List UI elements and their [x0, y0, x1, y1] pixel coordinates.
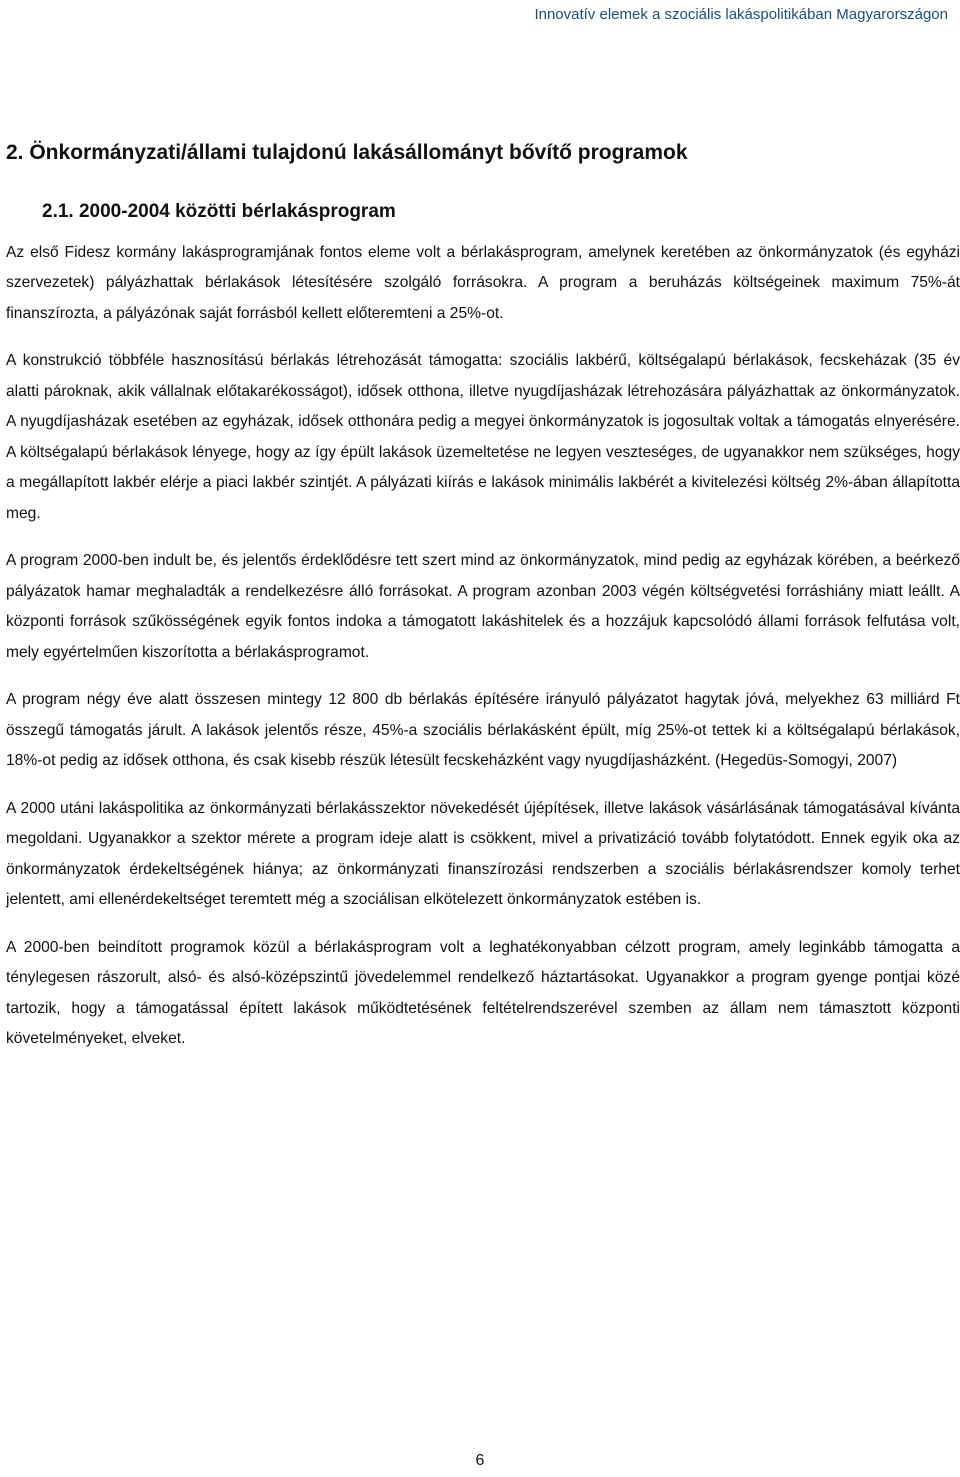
- subsection-heading: 2.1. 2000-2004 közötti bérlakásprogram: [42, 201, 396, 223]
- paragraph-6: A 2000-ben beindított programok közül a bérlakásprogram volt a leghatékonyabban célzott program, amely leginkább támogatta a ténylegesen rászorult, alsó- és alsó-középszintű jövedelemmel rendelkező háztartásokat. Ugyanakkor a program gyenge pontjai közé tartozik, hogy a támogatással épített lakások működtetésének feltételrendszerével szemben az állam nem támasztott központi követelményeket, elveket.: [6, 938, 960, 1048]
- running-header: Innovatív elemek a szociális lakáspolitikában Magyarországon: [534, 6, 948, 23]
- paragraph-1: Az első Fidesz kormány lakásprogramjának fontos eleme volt a bérlakásprogram, amelynek keretében az önkormányzatok (és egyházi szervezetek) pályázhattak bérlakások létesítésére szolgáló forrásokra. A program a beruházás költségeinek maximum 75%-át finanszírozta, a pályázónak saját forrásból kellett előteremteni a 25%-ot.: [6, 243, 960, 322]
- paragraph-2: A konstrukció többféle hasznosítású bérlakás létrehozását támogatta: szociális lakbérű, költségalapú bérlakások, fecskeházak (35 év alatti pároknak, akik vállalnak előtakarékosságot), idősek otthona, illetve nyugdíjasházak létrehozására pályázhattak az önkormányzatok. A nyugdíjasházak esetében az egyházak, idősek otthonára pedig a megyei önkormányzatok is jogosultak voltak a támogatás elnyerésére. A költségalapú bérlakások lényege, hogy az így épült lakások üzemeltetése ne legyen veszteséges, de ugyanakkor nem szükséges, hogy a megállapított lakbér elérje a piaci lakbér szintjét. A pályázati kiírás e lakások minimális lakbérét a kivitelezési költség 2%-ában állapította meg.: [6, 352, 960, 522]
- paragraph-5: A 2000 utáni lakáspolitika az önkormányzati bérlakásszektor növekedését újépítések, illetve lakások vásárlásának támogatásával kívánta megoldani. Ugyanakkor a szektor mérete a program ideje alatt is csökkent, mivel a privatizáció tovább folytatódott. Ennek egyik oka az önkormányzatok érdekeltségének hiánya; az önkormányzati finanszírozási rendszerben a szociális bérlakásrendszer komoly terhet jelentett, ami ellenérdekeltséget teremtett még a szociálisan elkötelezett önkormányzatok estében is.: [6, 799, 960, 909]
- document-body: [6, 140, 960, 1055]
- paragraph-3: A program 2000-ben indult be, és jelentős érdeklődésre tett szert mind az önkormányzatok, mind pedig az egyházak körében, a beérkező pályázatok hamar meghaladták a rendelkezésre álló forrásokat. A program azonban 2003 végén költségvetési forráshiány miatt leállt. A központi források szűkösségének egyik fontos indoka a támogatott lakáshitelek és a hozzájuk kapcsolódó állami források felfutása volt, mely egyértelműen kiszorította a bérlakásprogramot.: [6, 552, 960, 661]
- section-heading: 2. Önkormányzati/állami tulajdonú lakásállományt bővítő programok: [6, 141, 688, 164]
- paragraph-4: A program négy éve alatt összesen mintegy 12 800 db bérlakás építésére irányuló pályázatot hagytak jóvá, melyekhez 63 milliárd Ft összegű támogatás járult. A lakások jelentős része, 45%-a szociális bérlakásként épült, míg 25%-ot tettek ki a költségalapú bérlakások, 18%-ot pedig az idősek otthona, és csak kisebb részük létesült fecskeházként vagy nyugdíjasházként. (Hegedüs-Somogyi, 2007): [6, 691, 960, 770]
- page-number: 6: [475, 1452, 485, 1469]
